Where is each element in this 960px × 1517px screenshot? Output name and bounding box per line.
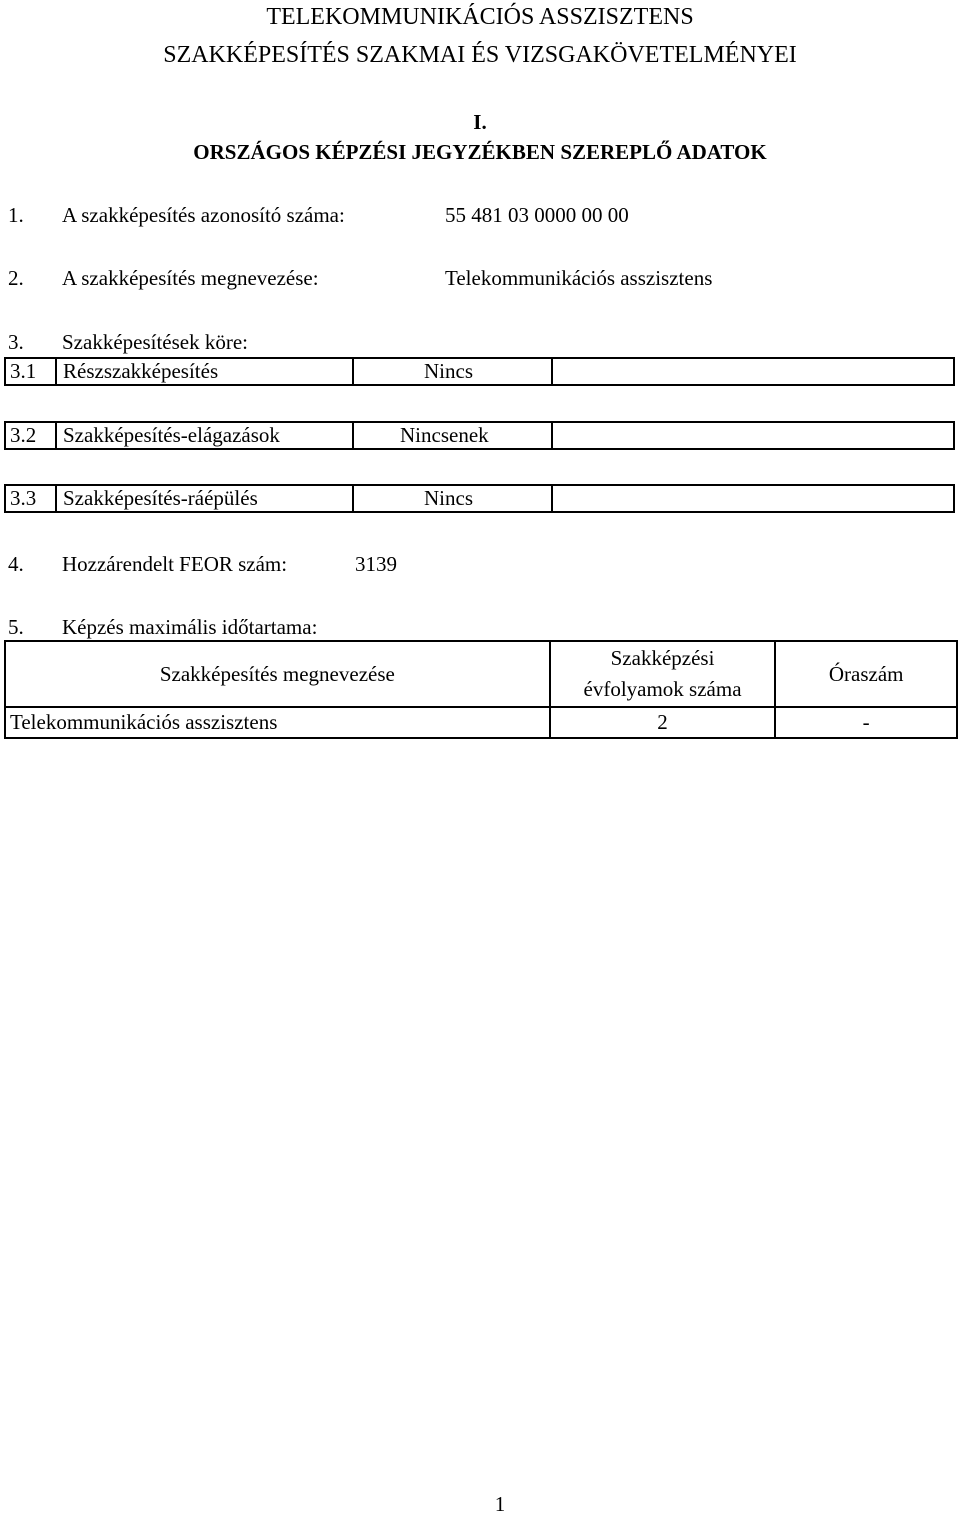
cell-hours: - [775,707,957,738]
subitem-value: Nincs [424,486,473,510]
item-label: A szakképesítés megnevezése: [62,266,319,290]
header-grade-count [550,641,776,707]
header-hours: Óraszám [775,641,957,707]
section-roman-numeral: I. [473,110,487,134]
subitem-label: Szakképesítés-ráépülés [63,486,258,510]
item-number: 1. [8,203,24,227]
subitem-number: 3.3 [10,486,37,510]
item-value: 3139 [355,552,397,576]
cell-divider [55,423,57,448]
subitem-number: 3.1 [10,359,37,383]
cell-divider [551,423,553,448]
item-label: Hozzárendelt FEOR szám: [62,552,288,576]
item-number: 2. [8,266,24,290]
item-number: 5. [8,615,24,639]
table-row [5,707,957,738]
item-number: 3. [8,330,24,354]
subitem-label: Részszakképesítés [63,359,219,383]
cell-divider [352,423,354,448]
document-title-line-1: TELEKOMMUNIKÁCIÓS ASSZISZTENS [266,4,694,30]
training-duration-table [4,640,958,739]
section-title: ORSZÁGOS KÉPZÉSI JEGYZÉKBEN SZEREPLŐ ADATOK [193,140,767,164]
header-grade-count-line1: Szakképzési [610,646,715,670]
subitem-number: 3.2 [10,423,37,447]
subitem-label: Szakképesítés-elágazások [63,423,280,447]
cell-divider [55,359,57,384]
item-label: A szakképesítés azonosító száma: [62,203,345,227]
cell-divider [551,486,553,511]
item-number: 4. [8,552,24,576]
item-label: Képzés maximális időtartama: [62,615,318,639]
header-qualification-name: Szakképesítés megnevezése [5,641,550,707]
item-label: Szakképesítések köre: [62,330,249,354]
item-value: Telekommunikációs asszisztens [445,266,713,290]
table-header-row [5,641,957,707]
document-title-line-2: SZAKKÉPESÍTÉS SZAKMAI ÉS VIZSGAKÖVETELMÉNYEI [163,42,797,68]
page-number: 1 [494,1492,506,1516]
cell-divider [352,486,354,511]
item-value: 55 481 03 0000 00 00 [445,203,629,227]
cell-qualification-name: Telekommunikációs asszisztens [5,707,550,738]
header-grade-count-line2: évfolyamok száma [583,677,742,701]
cell-divider [55,486,57,511]
subitem-row [4,484,955,513]
subitem-row [4,357,955,386]
subitem-value: Nincs [424,359,473,383]
cell-divider [551,359,553,384]
subitem-row [4,421,955,450]
cell-grade-count: 2 [550,707,776,738]
subitem-value: Nincsenek [400,423,489,447]
cell-divider [352,359,354,384]
